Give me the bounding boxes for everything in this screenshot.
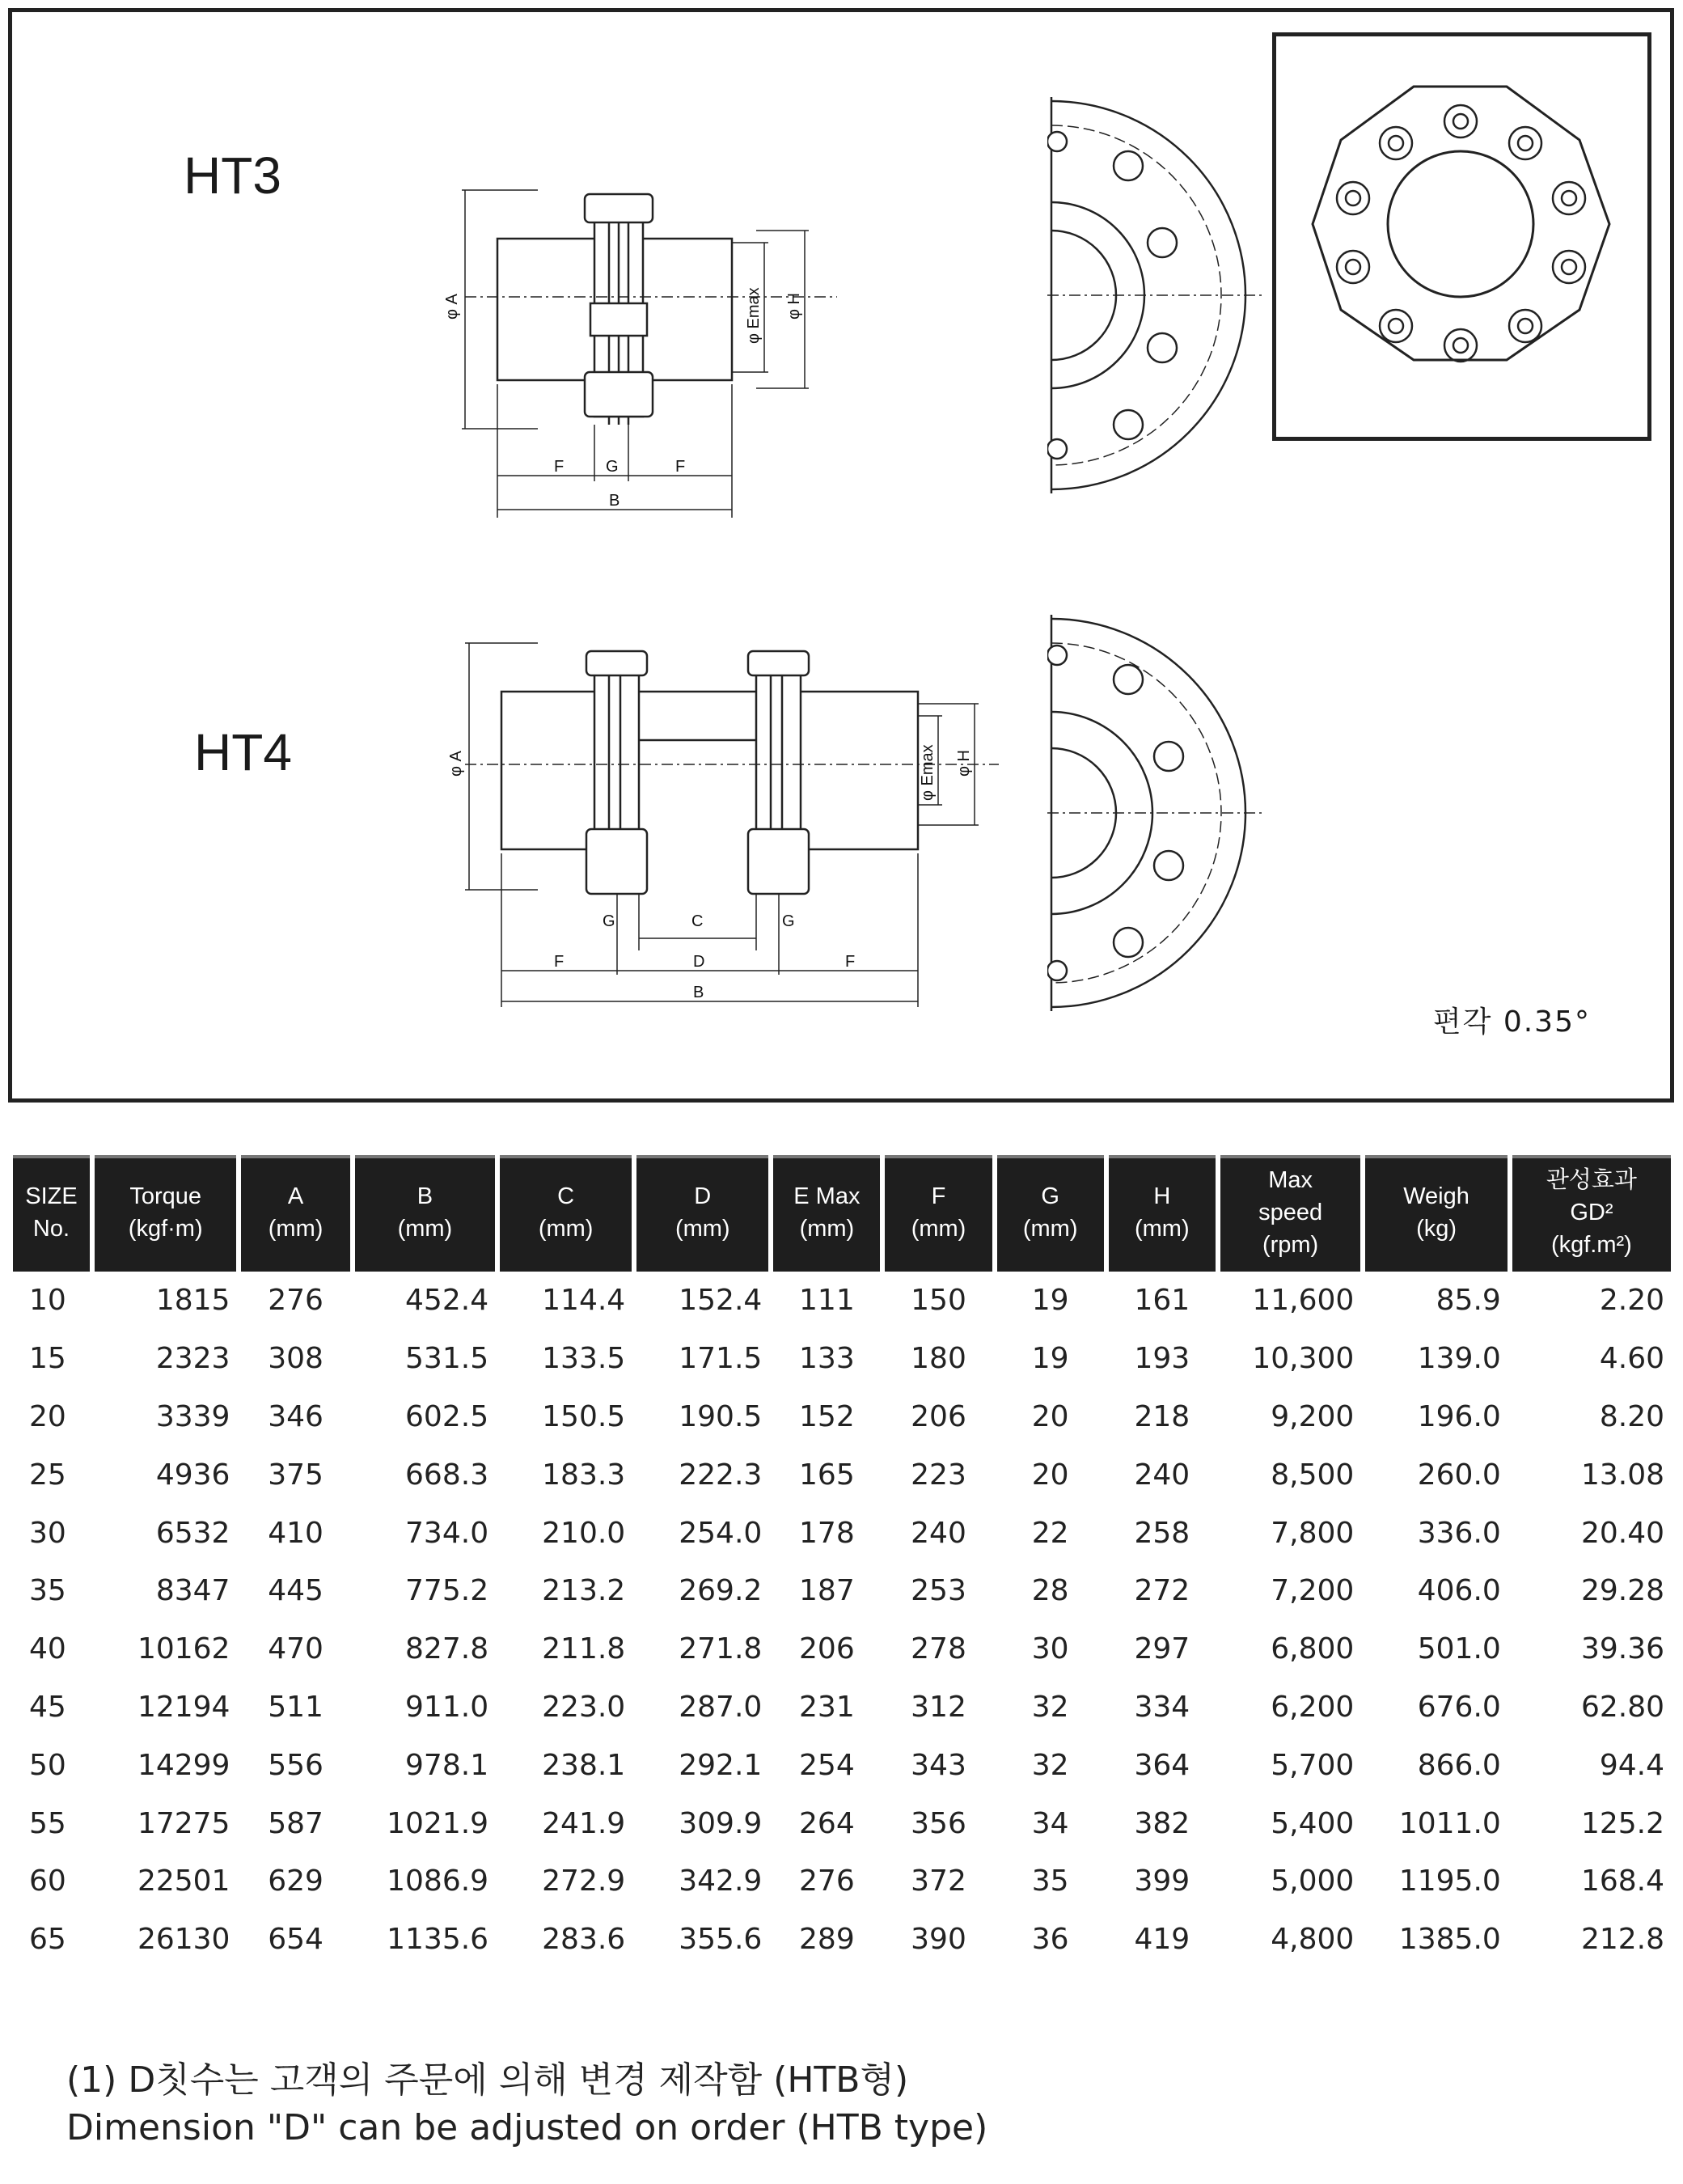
table-row bbox=[13, 1388, 1671, 1446]
table-cell: 978.1 bbox=[405, 1748, 489, 1782]
table-cell: 6532 bbox=[155, 1516, 230, 1550]
ht4-dim-b: B bbox=[693, 984, 704, 1001]
table-row bbox=[13, 1678, 1671, 1737]
table-cell: 3339 bbox=[155, 1399, 230, 1433]
table-cell: 445 bbox=[268, 1574, 323, 1608]
table-cell: 94.4 bbox=[1599, 1748, 1664, 1782]
column-header-line: (mm) bbox=[268, 1216, 323, 1242]
table-cell: 8347 bbox=[155, 1574, 230, 1608]
table-cell: 114.4 bbox=[542, 1284, 626, 1318]
octagon-plate-diagram bbox=[1276, 36, 1647, 437]
table-cell: 260.0 bbox=[1417, 1458, 1501, 1492]
column-header-line: F bbox=[931, 1183, 946, 1209]
column-header bbox=[773, 1155, 880, 1272]
ht3-dim-h: φ H bbox=[785, 293, 803, 320]
table-cell: 629 bbox=[268, 1864, 323, 1898]
table-cell: 22501 bbox=[137, 1864, 230, 1898]
table-cell: 183.3 bbox=[542, 1458, 626, 1492]
table-cell: 190.5 bbox=[679, 1399, 763, 1433]
table-cell: 1195.0 bbox=[1398, 1864, 1501, 1898]
table-cell: 734.0 bbox=[405, 1516, 489, 1550]
table-cell: 4.60 bbox=[1599, 1342, 1664, 1376]
table-cell: 254.0 bbox=[679, 1516, 763, 1550]
table-cell: 287.0 bbox=[679, 1690, 763, 1724]
drawing-frame bbox=[8, 8, 1674, 1103]
table-cell: 206 bbox=[911, 1399, 966, 1433]
table-cell: 171.5 bbox=[679, 1342, 763, 1376]
table-cell: 827.8 bbox=[405, 1632, 489, 1666]
column-header bbox=[1365, 1155, 1508, 1272]
table-cell: 161 bbox=[1134, 1284, 1190, 1318]
table-cell: 36 bbox=[1031, 1923, 1069, 1957]
ht4-dim-h: φ H bbox=[955, 750, 973, 777]
table-cell: 4936 bbox=[155, 1458, 230, 1492]
table-cell: 39.36 bbox=[1580, 1632, 1664, 1666]
table-header-row bbox=[13, 1155, 1671, 1272]
table-cell: 775.2 bbox=[405, 1574, 489, 1608]
column-header-line: No. bbox=[32, 1216, 70, 1242]
table-cell: 269.2 bbox=[679, 1574, 763, 1608]
table-cell: 218 bbox=[1134, 1399, 1190, 1433]
table-cell: 346 bbox=[268, 1399, 323, 1433]
table-row bbox=[13, 1330, 1671, 1388]
table-row bbox=[13, 1445, 1671, 1504]
ht3-label: HT3 bbox=[184, 146, 281, 205]
table-cell: 178 bbox=[799, 1516, 855, 1550]
table-cell: 5,700 bbox=[1271, 1748, 1355, 1782]
table-cell: 152 bbox=[799, 1399, 855, 1433]
ht4-dim-emax: φ Emax bbox=[919, 744, 937, 801]
table-cell: 511 bbox=[268, 1690, 323, 1724]
table-cell: 410 bbox=[268, 1516, 323, 1550]
table-cell: 8.20 bbox=[1599, 1399, 1664, 1433]
column-header bbox=[636, 1155, 768, 1272]
table-cell: 254 bbox=[799, 1748, 855, 1782]
table-cell: 309.9 bbox=[679, 1806, 763, 1840]
column-header-line: (kgf·m) bbox=[128, 1216, 203, 1242]
table-cell: 45 bbox=[29, 1690, 66, 1724]
column-header bbox=[1512, 1155, 1671, 1272]
column-header-line: E Max bbox=[793, 1183, 861, 1209]
column-header-line: (mm) bbox=[1022, 1216, 1078, 1242]
column-header-line: SIZE bbox=[25, 1183, 78, 1209]
table-cell: 866.0 bbox=[1417, 1748, 1501, 1782]
table-cell: 1086.9 bbox=[387, 1864, 489, 1898]
table-cell: 6,800 bbox=[1271, 1632, 1355, 1666]
table-cell: 5,000 bbox=[1271, 1864, 1355, 1898]
table-cell: 213.2 bbox=[542, 1574, 626, 1608]
table-cell: 133.5 bbox=[542, 1342, 626, 1376]
table-cell: 602.5 bbox=[405, 1399, 489, 1433]
table-cell: 196.0 bbox=[1417, 1399, 1501, 1433]
table-cell: 399 bbox=[1134, 1864, 1190, 1898]
table-cell: 223 bbox=[911, 1458, 966, 1492]
table-cell: 375 bbox=[268, 1458, 323, 1492]
table-cell: 531.5 bbox=[405, 1342, 489, 1376]
column-header-line: A bbox=[287, 1183, 304, 1209]
ht4-dim-d: D bbox=[693, 953, 705, 971]
table-row bbox=[13, 1272, 1671, 1330]
table-cell: 240 bbox=[911, 1516, 966, 1550]
table-cell: 278 bbox=[911, 1632, 966, 1666]
table-cell: 10162 bbox=[137, 1632, 230, 1666]
table-cell: 356 bbox=[911, 1806, 966, 1840]
table-cell: 241.9 bbox=[542, 1806, 626, 1840]
table-cell: 55 bbox=[29, 1806, 66, 1840]
table-cell: 238.1 bbox=[542, 1748, 626, 1782]
table-cell: 125.2 bbox=[1580, 1806, 1664, 1840]
table-row bbox=[13, 1794, 1671, 1852]
table-cell: 139.0 bbox=[1417, 1342, 1501, 1376]
column-header-line: (rpm) bbox=[1262, 1232, 1319, 1258]
table-cell: 85.9 bbox=[1436, 1284, 1501, 1318]
table-cell: 556 bbox=[268, 1748, 323, 1782]
column-header-line: (kgf.m²) bbox=[1550, 1232, 1632, 1258]
table-cell: 372 bbox=[911, 1864, 966, 1898]
table-cell: 193 bbox=[1134, 1342, 1190, 1376]
ht4-dim-c: C bbox=[691, 912, 704, 930]
table-row bbox=[13, 1620, 1671, 1678]
table-cell: 20.40 bbox=[1580, 1516, 1664, 1550]
table-cell: 1815 bbox=[155, 1284, 230, 1318]
table-cell: 111 bbox=[799, 1284, 855, 1318]
table-cell: 308 bbox=[268, 1342, 323, 1376]
column-header-line: (mm) bbox=[911, 1216, 966, 1242]
table-cell: 312 bbox=[911, 1690, 966, 1724]
column-header-line: (mm) bbox=[799, 1216, 855, 1242]
table-cell: 35 bbox=[1031, 1864, 1069, 1898]
table-cell: 11,600 bbox=[1252, 1284, 1355, 1318]
table-cell: 334 bbox=[1134, 1690, 1190, 1724]
table-cell: 20 bbox=[1031, 1458, 1069, 1492]
table-cell: 187 bbox=[799, 1574, 855, 1608]
table-cell: 212.8 bbox=[1580, 1923, 1664, 1957]
column-header bbox=[997, 1155, 1104, 1272]
table-cell: 19 bbox=[1031, 1342, 1069, 1376]
table-cell: 150 bbox=[911, 1284, 966, 1318]
column-header bbox=[95, 1155, 237, 1272]
table-cell: 222.3 bbox=[679, 1458, 763, 1492]
column-header-line: speed bbox=[1258, 1200, 1323, 1225]
table-cell: 150.5 bbox=[542, 1399, 626, 1433]
table-cell: 4,800 bbox=[1271, 1923, 1355, 1957]
table-cell: 32 bbox=[1031, 1690, 1069, 1724]
table-cell: 470 bbox=[268, 1632, 323, 1666]
column-header bbox=[1220, 1155, 1360, 1272]
table-cell: 271.8 bbox=[679, 1632, 763, 1666]
table-cell: 297 bbox=[1134, 1632, 1190, 1666]
ht3-front-view bbox=[1047, 93, 1266, 497]
column-header bbox=[355, 1155, 495, 1272]
table-cell: 419 bbox=[1134, 1923, 1190, 1957]
misalignment-angle-note: 편각 0.35° bbox=[1432, 1005, 1591, 1039]
table-cell: 2323 bbox=[155, 1342, 230, 1376]
table-cell: 364 bbox=[1134, 1748, 1190, 1782]
table-cell: 292.1 bbox=[679, 1748, 763, 1782]
column-header-line: (mm) bbox=[397, 1216, 453, 1242]
table-cell: 62.80 bbox=[1580, 1690, 1664, 1724]
ht4-label: HT4 bbox=[194, 723, 292, 781]
table-cell: 210.0 bbox=[542, 1516, 626, 1550]
table-cell: 65 bbox=[29, 1923, 66, 1957]
table-cell: 8,500 bbox=[1271, 1458, 1355, 1492]
ht4-side-view bbox=[433, 627, 999, 1015]
table-cell: 26130 bbox=[137, 1923, 230, 1957]
ht3-side-view bbox=[433, 166, 837, 530]
table-cell: 355.6 bbox=[679, 1923, 763, 1957]
table-row bbox=[13, 1736, 1671, 1794]
note-english: Dimension "D" can be adjusted on order (HTB type) bbox=[66, 2107, 988, 2148]
table-cell: 15 bbox=[29, 1342, 66, 1376]
table-cell: 19 bbox=[1031, 1284, 1069, 1318]
column-header-line: (mm) bbox=[1134, 1216, 1190, 1242]
table-row bbox=[13, 1852, 1671, 1911]
column-header-line: (kg) bbox=[1416, 1216, 1457, 1242]
note-korean: (1) D칫수는 고객의 주문에 의해 변경 제작함 (HTB형) bbox=[66, 2059, 909, 2101]
table-cell: 223.0 bbox=[542, 1690, 626, 1724]
table-cell: 9,200 bbox=[1271, 1399, 1355, 1433]
column-header-line: GD² bbox=[1570, 1200, 1613, 1225]
ht4-dim-f-left: F bbox=[554, 953, 565, 971]
ht4-dim-g-left: G bbox=[603, 912, 615, 930]
table-cell: 152.4 bbox=[679, 1284, 763, 1318]
ht4-dim-a: φ A bbox=[447, 751, 465, 777]
table-cell: 1011.0 bbox=[1398, 1806, 1501, 1840]
column-header-line: 관성효과 bbox=[1546, 1167, 1637, 1193]
ht4-dim-g-right: G bbox=[782, 912, 795, 930]
table-cell: 14299 bbox=[137, 1748, 230, 1782]
spec-table bbox=[8, 1155, 1676, 1969]
table-body bbox=[13, 1272, 1671, 1969]
table-cell: 289 bbox=[799, 1923, 855, 1957]
table-cell: 5,400 bbox=[1271, 1806, 1355, 1840]
table-cell: 1385.0 bbox=[1398, 1923, 1501, 1957]
table-cell: 211.8 bbox=[542, 1632, 626, 1666]
column-header-line: Max bbox=[1268, 1167, 1313, 1193]
table-cell: 165 bbox=[799, 1458, 855, 1492]
table-row bbox=[13, 1562, 1671, 1620]
ht3-dim-a: φ A bbox=[443, 294, 461, 320]
column-header-line: (mm) bbox=[674, 1216, 730, 1242]
table-cell: 264 bbox=[799, 1806, 855, 1840]
table-cell: 168.4 bbox=[1580, 1864, 1664, 1898]
table-cell: 20 bbox=[29, 1399, 66, 1433]
table-cell: 382 bbox=[1134, 1806, 1190, 1840]
table-cell: 501.0 bbox=[1417, 1632, 1501, 1666]
table-cell: 10 bbox=[29, 1284, 66, 1318]
column-header-line: Torque bbox=[129, 1183, 202, 1209]
table-cell: 12194 bbox=[137, 1690, 230, 1724]
column-header bbox=[885, 1155, 992, 1272]
table-cell: 20 bbox=[1031, 1399, 1069, 1433]
table-row bbox=[13, 1911, 1671, 1969]
table-cell: 231 bbox=[799, 1690, 855, 1724]
table-cell: 25 bbox=[29, 1458, 66, 1492]
column-header-line: C bbox=[557, 1183, 575, 1209]
ht4-dim-f-right: F bbox=[845, 953, 856, 971]
table-cell: 206 bbox=[799, 1632, 855, 1666]
column-header-line: D bbox=[694, 1183, 712, 1209]
ht3-dim-emax: φ Emax bbox=[745, 287, 763, 344]
table-cell: 50 bbox=[29, 1748, 66, 1782]
column-header-line: B bbox=[417, 1183, 433, 1209]
table-cell: 32 bbox=[1031, 1748, 1069, 1782]
table-cell: 28 bbox=[1031, 1574, 1069, 1608]
column-header-line: (mm) bbox=[538, 1216, 594, 1242]
table-cell: 668.3 bbox=[405, 1458, 489, 1492]
table-cell: 587 bbox=[268, 1806, 323, 1840]
column-header bbox=[241, 1155, 349, 1272]
column-header bbox=[13, 1155, 90, 1272]
table-cell: 7,200 bbox=[1271, 1574, 1355, 1608]
table-cell: 7,800 bbox=[1271, 1516, 1355, 1550]
ht4-front-view bbox=[1047, 611, 1266, 1015]
table-cell: 60 bbox=[29, 1864, 66, 1898]
table-cell: 2.20 bbox=[1599, 1284, 1664, 1318]
column-header-line: G bbox=[1041, 1183, 1059, 1209]
table-cell: 29.28 bbox=[1580, 1574, 1664, 1608]
table-cell: 336.0 bbox=[1417, 1516, 1501, 1550]
table-cell: 30 bbox=[1031, 1632, 1069, 1666]
table-cell: 676.0 bbox=[1417, 1690, 1501, 1724]
table-cell: 342.9 bbox=[679, 1864, 763, 1898]
table-cell: 1135.6 bbox=[387, 1923, 489, 1957]
table-cell: 272.9 bbox=[542, 1864, 626, 1898]
ht3-dim-b: B bbox=[609, 492, 620, 510]
table-cell: 35 bbox=[29, 1574, 66, 1608]
column-header-line: Weigh bbox=[1403, 1183, 1469, 1209]
table-cell: 272 bbox=[1134, 1574, 1190, 1608]
table-cell: 276 bbox=[268, 1284, 323, 1318]
octagon-inset bbox=[1272, 32, 1651, 441]
table-cell: 133 bbox=[799, 1342, 855, 1376]
table-cell: 406.0 bbox=[1417, 1574, 1501, 1608]
table-cell: 911.0 bbox=[405, 1690, 489, 1724]
ht3-dim-g: G bbox=[606, 458, 619, 476]
table-cell: 253 bbox=[911, 1574, 966, 1608]
table-cell: 22 bbox=[1031, 1516, 1069, 1550]
table-cell: 390 bbox=[911, 1923, 966, 1957]
table-cell: 452.4 bbox=[405, 1284, 489, 1318]
table-cell: 40 bbox=[29, 1632, 66, 1666]
table-cell: 30 bbox=[29, 1516, 66, 1550]
table-cell: 343 bbox=[911, 1748, 966, 1782]
table-cell: 276 bbox=[799, 1864, 855, 1898]
table-cell: 13.08 bbox=[1580, 1458, 1664, 1492]
table-cell: 283.6 bbox=[542, 1923, 626, 1957]
ht3-dim-f-left: F bbox=[554, 458, 565, 476]
table-cell: 258 bbox=[1134, 1516, 1190, 1550]
column-header-line: H bbox=[1153, 1183, 1171, 1209]
table-cell: 1021.9 bbox=[387, 1806, 489, 1840]
table-cell: 10,300 bbox=[1252, 1342, 1355, 1376]
table-cell: 34 bbox=[1031, 1806, 1069, 1840]
table-cell: 654 bbox=[268, 1923, 323, 1957]
column-header bbox=[500, 1155, 632, 1272]
table-row bbox=[13, 1504, 1671, 1562]
table-cell: 180 bbox=[911, 1342, 966, 1376]
table-cell: 17275 bbox=[137, 1806, 230, 1840]
ht3-dim-f-right: F bbox=[675, 458, 686, 476]
column-header bbox=[1109, 1155, 1216, 1272]
table-cell: 240 bbox=[1134, 1458, 1190, 1492]
table-cell: 6,200 bbox=[1271, 1690, 1355, 1724]
